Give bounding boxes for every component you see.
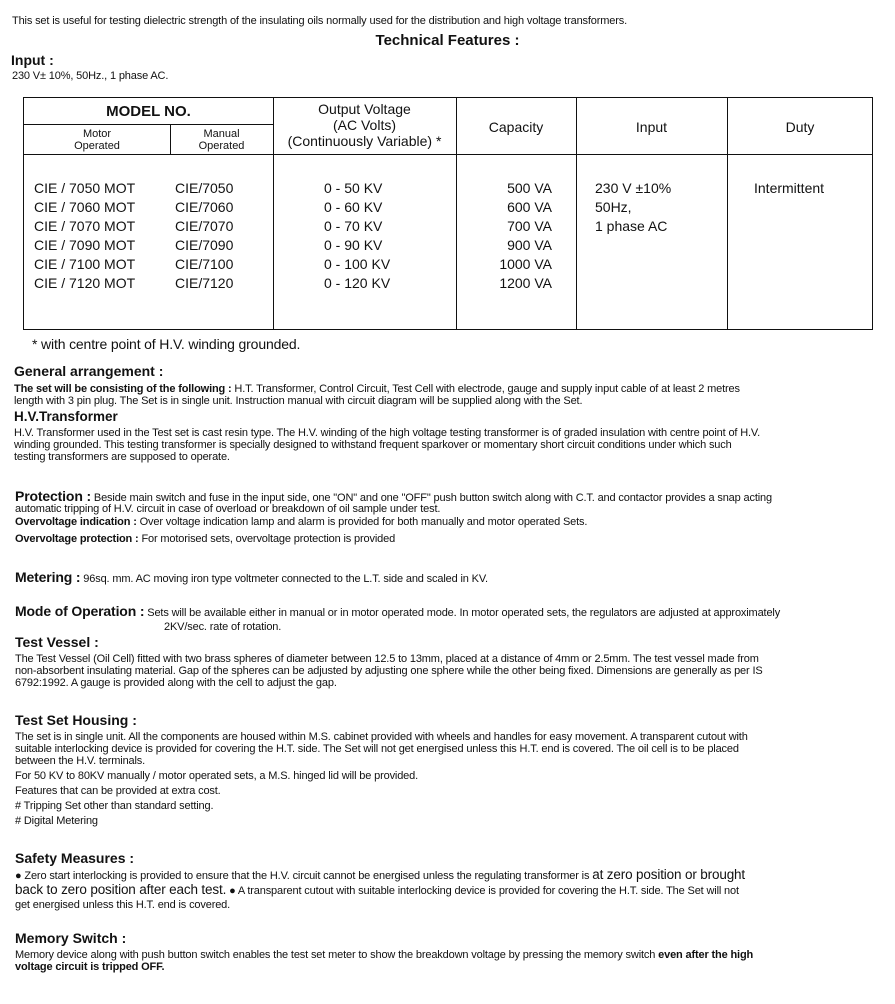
table-cell: CIE/7050 xyxy=(175,180,234,196)
table-cell: 900 VA xyxy=(507,237,552,253)
table-cell: CIE / 7120 MOT xyxy=(34,275,136,291)
housing-line: The set is in single unit. All the components are housed within M.S. cabinet provided with wheels and handles for easy movement. A transparent cutout with xyxy=(15,731,748,743)
protection-line: Protection : Beside main switch and fuse in the input side, one "ON" and one "OFF" push button switch along with C.T. and contactor provides a snap acting xyxy=(15,488,772,504)
test-vessel-line: 6792:1992. A gauge is provided along with the cell to adjust the gap. xyxy=(15,677,337,689)
hv-transformer-line: H.V. Transformer used in the Test set is cast resin type. The H.V. winding of the high voltage testing transformer is of graded insulation with centre point of H.V. xyxy=(14,427,761,439)
spec-table xyxy=(23,97,873,330)
table-header-rule xyxy=(24,154,872,155)
table-cell: 0 - 100 KV xyxy=(324,256,391,272)
input-text: 230 V± 10%, 50Hz., 1 phase AC. xyxy=(12,70,169,82)
mode-operation-heading: Mode of Operation : xyxy=(15,603,145,619)
input-header: Input xyxy=(635,119,668,135)
table-cell: CIE/7060 xyxy=(175,199,234,215)
model-subheader-rule xyxy=(24,124,273,125)
table-cell: 700 VA xyxy=(507,218,552,234)
table-cell: CIE / 7050 MOT xyxy=(34,180,136,196)
test-vessel-line: non-absorbent insulating material. Gap of the spheres can be adjusted by adjusting one sphere while the other being fixed. Dimensions are generally as per IS xyxy=(15,665,763,677)
table-cell: 600 VA xyxy=(507,199,552,215)
protection-line: automatic tripping of H.V. circuit in case of overload or breakdown of oil sample under test. xyxy=(15,503,441,515)
mode-operation-line: Mode of Operation : Sets will be available either in manual or in motor operated mode. In motor operated sets, the regulators are adjusted at approximately xyxy=(15,603,781,619)
table-cell: 1 phase AC xyxy=(595,218,668,234)
duty-cell: Intermittent xyxy=(754,180,825,196)
output-voltage-header: Output Voltage (AC Volts) (Continuously Variable) * xyxy=(287,101,442,149)
manual-operated-header: Manual Operated xyxy=(198,128,245,152)
table-cell: CIE/7090 xyxy=(175,237,234,253)
safety-line: back to zero position after each test. ● A transparent cutout with suitable interlocking device is provided for covering the H.T. side. The Set will not xyxy=(15,882,739,897)
protection-heading: Protection : xyxy=(15,488,91,504)
capacity-header: Capacity xyxy=(488,119,544,135)
memory-switch-line: voltage circuit is tripped OFF. xyxy=(15,961,165,973)
hv-transformer-line: winding grounded. This testing transformer is specially designed to withstand frequent sparkover or momentary short circuit conditions under which such xyxy=(14,439,732,451)
motor-column xyxy=(34,179,135,293)
table-cell: CIE/7100 xyxy=(175,256,234,272)
table-cell: 500 VA xyxy=(507,180,552,196)
table-cell: CIE/7070 xyxy=(175,218,234,234)
table-cell: 1200 VA xyxy=(499,275,552,291)
output-column xyxy=(324,179,390,293)
metering-line: Metering : 96sq. mm. AC moving iron type voltmeter connected to the L.T. side and scaled in KV. xyxy=(15,569,488,585)
test-set-housing-heading: Test Set Housing : xyxy=(15,712,137,728)
overvoltage-protection: Overvoltage protection : For motorised sets, overvoltage protection is provided xyxy=(15,533,396,545)
test-vessel-line: The Test Vessel (Oil Cell) fitted with two brass spheres of diameter between 12.5 to 13mm, placed at a distance of 4mm or 2.5mm. The test vessel made from xyxy=(15,653,759,665)
table-cell: 230 V ±10% xyxy=(595,180,672,196)
test-vessel-heading: Test Vessel : xyxy=(15,634,99,650)
safety-line: get energised unless this H.T. end is covered. xyxy=(15,899,231,911)
general-arrangement-line: length with 3 pin plug. The Set is in single unit. Instruction manual with circuit diagram will be supplied along with the Set. xyxy=(14,395,583,407)
metering-heading: Metering : xyxy=(15,569,81,585)
table-cell: 0 - 120 KV xyxy=(324,275,391,291)
table-cell: CIE / 7070 MOT xyxy=(34,218,136,234)
technical-features-title: Technical Features : xyxy=(375,32,520,49)
housing-line: between the H.V. terminals. xyxy=(15,755,146,767)
housing-line: suitable interlocking device is provided for covering the H.T. side. The Set will not get energised unless this H.T. end is covered. The oil cell is to be placed xyxy=(15,743,739,755)
input-heading: Input : xyxy=(11,52,54,68)
intro-text: This set is useful for testing dielectric strength of the insulating oils normally used for the distribution and high voltage transformers. xyxy=(12,15,628,27)
table-cell: CIE/7120 xyxy=(175,275,234,291)
housing-line: # Digital Metering xyxy=(15,815,98,827)
table-cell: 1000 VA xyxy=(499,256,552,272)
table-cell: CIE / 7060 MOT xyxy=(34,199,136,215)
table-cell: CIE / 7100 MOT xyxy=(34,256,136,272)
input-column xyxy=(595,179,671,236)
capacity-column xyxy=(456,179,552,293)
overvoltage-indication: Overvoltage indication : Over voltage indication lamp and alarm is provided for both manually and motor operated Sets. xyxy=(15,516,588,528)
motor-operated-header: Motor Operated xyxy=(74,128,120,152)
table-cell: 50Hz, xyxy=(595,199,632,215)
housing-line: Features that can be provided at extra cost. xyxy=(15,785,221,797)
manual-column xyxy=(175,179,233,293)
duty-header: Duty xyxy=(785,119,815,135)
table-cell: 0 - 60 KV xyxy=(324,199,383,215)
table-footnote: * with centre point of H.V. winding grounded. xyxy=(32,336,301,352)
general-arrangement-heading: General arrangement : xyxy=(14,363,164,379)
mode-operation-line: 2KV/sec. rate of rotation. xyxy=(164,621,282,633)
memory-switch-heading: Memory Switch : xyxy=(15,930,127,946)
table-cell: CIE / 7090 MOT xyxy=(34,237,136,253)
model-no-header: MODEL NO. xyxy=(106,103,191,120)
table-cell: 0 - 90 KV xyxy=(324,237,383,253)
housing-line: For 50 KV to 80KV manually / motor operated sets, a M.S. hinged lid will be provided. xyxy=(15,770,419,782)
safety-measures-heading: Safety Measures : xyxy=(15,850,135,866)
hv-transformer-heading: H.V.Transformer xyxy=(14,409,118,424)
table-cell: 0 - 50 KV xyxy=(324,180,383,196)
general-arrangement-line: The set will be consisting of the following : H.T. Transformer, Control Circuit, Test Cell with electrode, gauge and supply input cable of at least 2 metres xyxy=(14,383,740,395)
memory-switch-line: Memory device along with push button switch enables the test set meter to show the breakdown voltage by pressing the memory switch even after the high xyxy=(15,949,754,961)
housing-line: # Tripping Set other than standard setting. xyxy=(15,800,214,812)
safety-line: ● Zero start interlocking is provided to ensure that the H.V. circuit cannot be energised unless the regulating transformer is at zero position or brought xyxy=(15,867,746,882)
hv-transformer-line: testing transformers are supposed to operate. xyxy=(14,451,230,463)
table-cell: 0 - 70 KV xyxy=(324,218,383,234)
